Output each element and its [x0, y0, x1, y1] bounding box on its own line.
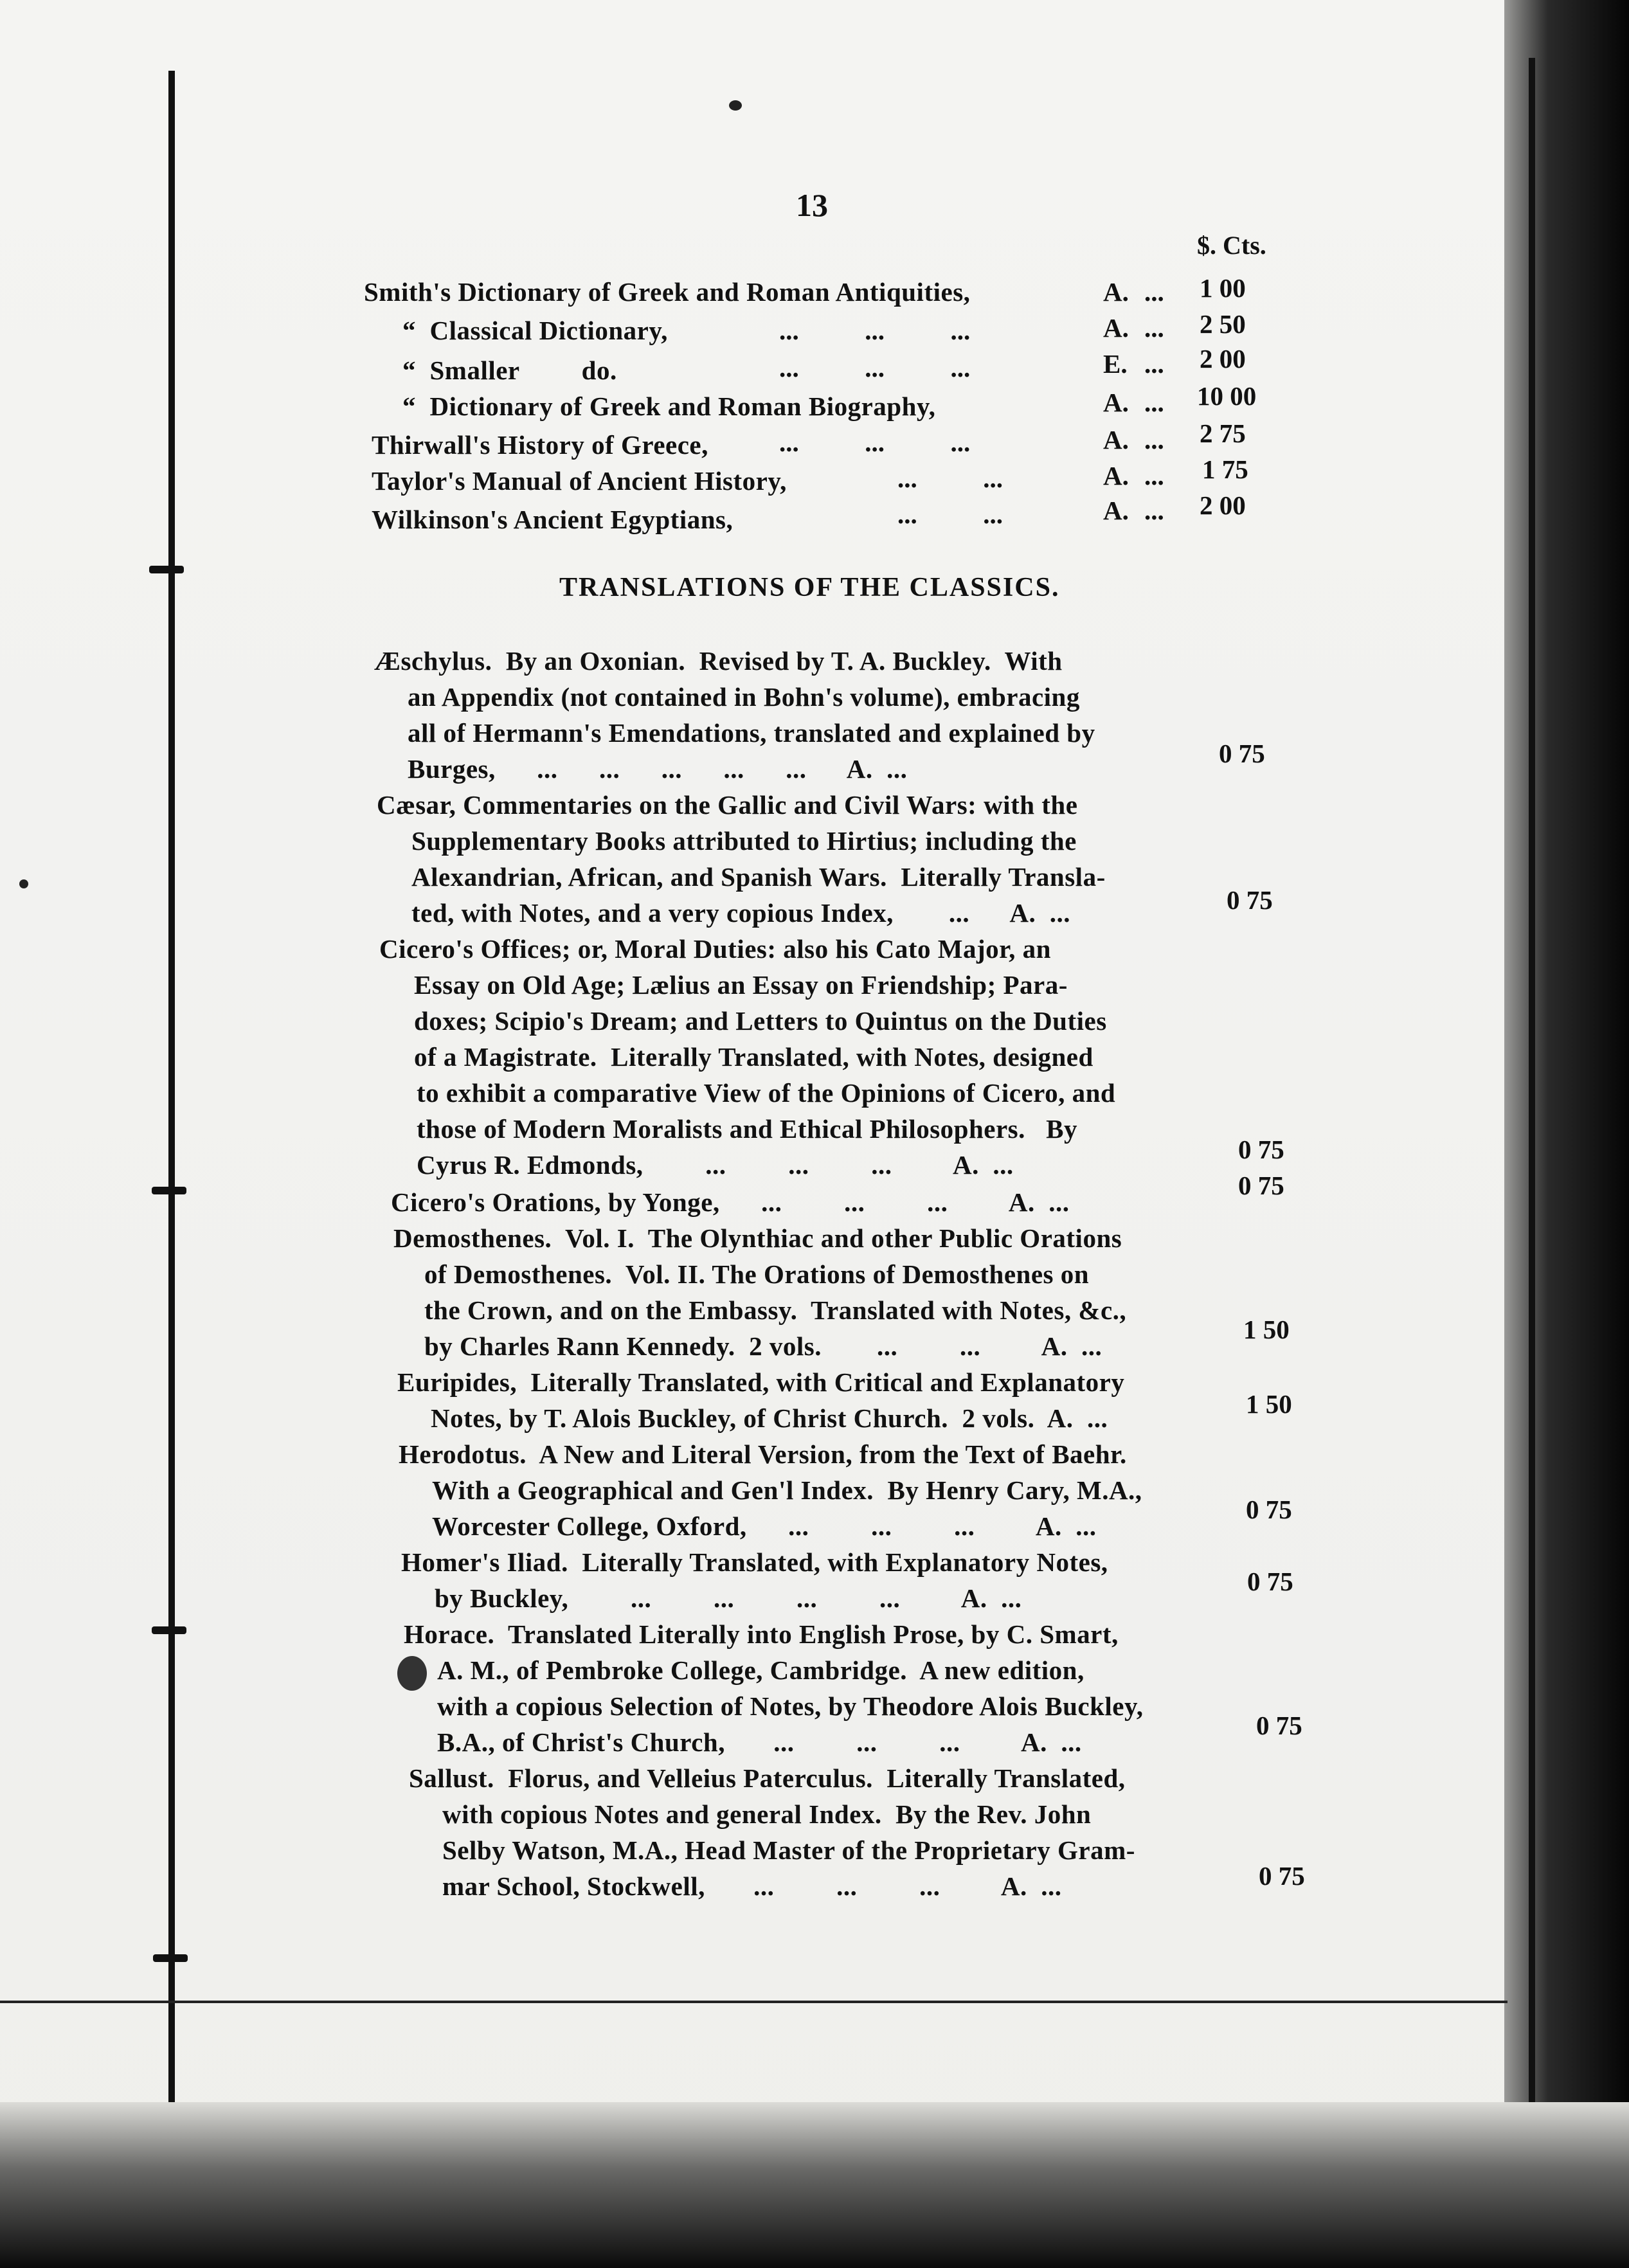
- entry-line: all of Hermann's Emendations, translated and explained by: [408, 718, 1095, 748]
- entry-line: ted, with Notes, and a very copious Index, ... A. ...: [411, 898, 1071, 928]
- catalog-code: A.: [1103, 496, 1129, 525]
- entry-line: to exhibit a comparative View of the Opinions of Cicero, and: [417, 1078, 1116, 1108]
- catalog-dots: ...: [1144, 388, 1164, 417]
- catalog-code: A.: [1103, 388, 1129, 417]
- entry-line: an Appendix (not contained in Bohn's volume), embracing: [408, 682, 1080, 712]
- entry-line: by Charles Rann Kennedy. 2 vols. ... ... A. ...: [424, 1331, 1102, 1361]
- catalog-price: 1 75: [1202, 455, 1248, 484]
- catalog-dots: ...: [1144, 277, 1164, 307]
- catalog-dots: ...: [1144, 425, 1164, 455]
- catalog-dots: ...: [1144, 313, 1164, 343]
- catalog-leaders: ... ... ...: [779, 353, 971, 382]
- entry-price: 0 75: [1238, 1171, 1284, 1200]
- entry-line: B.A., of Christ's Church, ... ... ... A. ...: [437, 1727, 1082, 1757]
- catalog-leaders: ... ...: [897, 500, 1003, 529]
- entry-line: with copious Notes and general Index. By the Rev. John: [442, 1799, 1092, 1829]
- entry-line: Cicero's Orations, by Yonge, ... ... ... A. ...: [391, 1187, 1070, 1217]
- entry-price: 0 75: [1227, 885, 1273, 915]
- catalog-title: Wilkinson's Ancient Egyptians,: [372, 505, 734, 534]
- catalog-code: A.: [1103, 277, 1129, 307]
- entry-line: Notes, by T. Alois Buckley, of Christ Church. 2 vols. A. ...: [431, 1403, 1108, 1433]
- entry-line: Demosthenes. Vol. I. The Olynthiac and other Public Orations: [393, 1223, 1122, 1253]
- entry-price: 0 75: [1259, 1861, 1305, 1891]
- entry-line: doxes; Scipio's Dream; and Letters to Quintus on the Duties: [414, 1006, 1107, 1036]
- entry-price: 0 75: [1246, 1495, 1292, 1524]
- catalog-dots: ...: [1144, 461, 1164, 491]
- catalog-title: Smith's Dictionary of Greek and Roman Antiquities,: [364, 277, 971, 307]
- currency-header: $. Cts.: [1197, 231, 1266, 260]
- entry-price: 0 75: [1219, 739, 1265, 768]
- entry-line: those of Modern Moralists and Ethical Philosophers. By: [417, 1114, 1077, 1144]
- entry-line: Worcester College, Oxford, ... ... ... A. ...: [432, 1511, 1097, 1541]
- entry-line: mar School, Stockwell, ... ... ... A. ...: [442, 1871, 1062, 1901]
- catalog-code: A.: [1103, 425, 1129, 455]
- entry-line: Cæsar, Commentaries on the Gallic and Civil Wars: with the: [377, 790, 1078, 820]
- entry-price: 1 50: [1243, 1315, 1290, 1344]
- catalog-leaders: ... ... ...: [779, 316, 971, 345]
- entry-line: of Demosthenes. Vol. II. The Orations of Demosthenes on: [424, 1259, 1090, 1289]
- catalog-leaders: ... ... ...: [779, 428, 971, 457]
- entry-line: Herodotus. A New and Literal Version, from the Text of Baehr.: [399, 1439, 1127, 1469]
- catalog-code: A.: [1103, 313, 1129, 343]
- entry-line: by Buckley, ... ... ... ... A. ...: [435, 1583, 1022, 1613]
- page-number: 13: [796, 187, 828, 223]
- entry-line: With a Geographical and Gen'l Index. By Henry Cary, M.A.,: [432, 1475, 1142, 1505]
- catalog-price: 2 00: [1200, 344, 1246, 374]
- entry-line: Horace. Translated Literally into English Prose, by C. Smart,: [404, 1619, 1119, 1649]
- entry-line: Homer's Iliad. Literally Translated, with Explanatory Notes,: [401, 1547, 1108, 1577]
- catalog-dots: ...: [1144, 496, 1164, 525]
- entry-line: Selby Watson, M.A., Head Master of the Proprietary Gram-: [442, 1835, 1135, 1865]
- entry-line: the Crown, and on the Embassy. Translated with Notes, &c.,: [424, 1295, 1127, 1325]
- entry-line: Essay on Old Age; Lælius an Essay on Friendship; Para-: [414, 970, 1068, 1000]
- catalog-title: “ Smaller do.: [402, 356, 617, 385]
- catalog-title: “ Classical Dictionary,: [402, 316, 668, 345]
- catalog-dots: ...: [1144, 349, 1164, 379]
- catalog-leaders: ... ...: [897, 464, 1003, 493]
- entry-price: 0 75: [1256, 1711, 1302, 1740]
- catalog-price: 10 00: [1197, 381, 1257, 411]
- catalog-price: 2 00: [1200, 491, 1246, 520]
- entry-line: Alexandrian, African, and Spanish Wars. Literally Transla-: [411, 862, 1106, 892]
- entry-line: Sallust. Florus, and Velleius Paterculus. Literally Translated,: [409, 1763, 1126, 1793]
- entry-line: Supplementary Books attributed to Hirtius; including the: [411, 826, 1077, 856]
- entry-line: Æschylus. By an Oxonian. Revised by T. A. Buckley. With: [374, 646, 1063, 676]
- catalog-title: Taylor's Manual of Ancient History,: [372, 466, 787, 496]
- catalog-title: Thirwall's History of Greece,: [372, 430, 708, 460]
- entry-price: 0 75: [1247, 1567, 1293, 1596]
- section-heading: TRANSLATIONS OF THE CLASSICS.: [559, 573, 1060, 602]
- entry-price: 0 75: [1238, 1135, 1284, 1164]
- catalog-price: 1 00: [1200, 273, 1246, 303]
- entry-line: A. M., of Pembroke College, Cambridge. A new edition,: [437, 1655, 1084, 1685]
- catalog-price: 2 50: [1200, 309, 1246, 339]
- catalog-code: A.: [1103, 461, 1129, 491]
- catalog-code: E.: [1103, 349, 1128, 379]
- entry-price: 1 50: [1246, 1389, 1292, 1419]
- entry-line: Cicero's Offices; or, Moral Duties: also his Cato Major, an: [379, 934, 1051, 964]
- entry-line: of a Magistrate. Literally Translated, with Notes, designed: [414, 1042, 1094, 1072]
- entry-line: Euripides, Literally Translated, with Critical and Explanatory: [397, 1367, 1125, 1397]
- catalog-price: 2 75: [1200, 419, 1246, 448]
- catalog-title: “ Dictionary of Greek and Roman Biography,: [402, 392, 936, 421]
- entry-line: Burges, ... ... ... ... ... A. ...: [408, 754, 908, 784]
- entry-line: Cyrus R. Edmonds, ... ... ... A. ...: [417, 1150, 1014, 1180]
- entry-line: with a copious Selection of Notes, by Theodore Alois Buckley,: [437, 1691, 1144, 1721]
